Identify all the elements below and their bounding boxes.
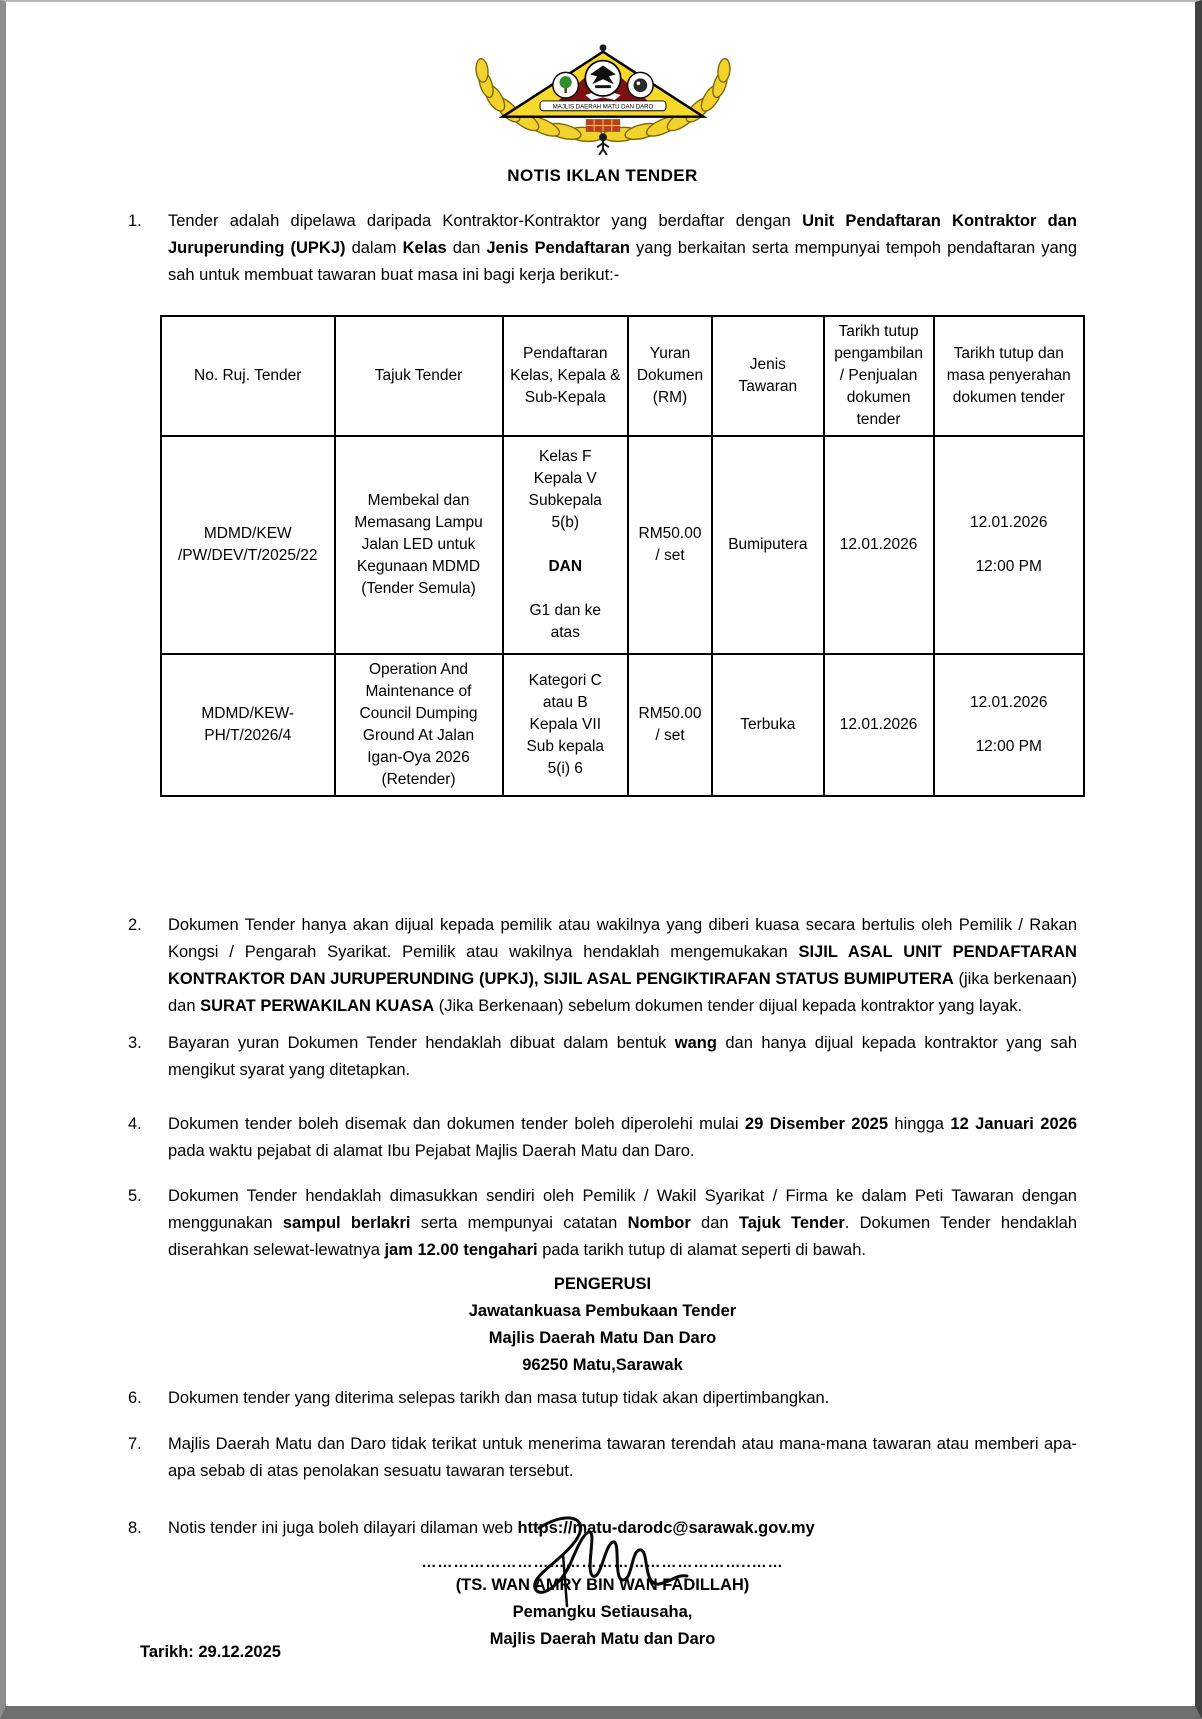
paragraph-3	[128, 1030, 1077, 1084]
table-row	[161, 436, 1084, 654]
col-header-offer-type: Jenis Tawaran	[712, 316, 824, 436]
paragraph-6-number: 6.	[128, 1389, 142, 1407]
document-body	[6, 2, 1195, 1653]
signature-block	[413, 1554, 793, 1653]
tender-title-cell: Membekal dan Memasang Lampu Jalan LED untuk Kegunaan MDMD (Tender Semula)	[335, 436, 503, 654]
signatory-role: Pemangku Setiausaha,	[512, 1603, 693, 1621]
paragraph-3-text: Bayaran yuran Dokumen Tender hendaklah dibuat dalam bentuk wang dan hanya dijual kepada kontraktor yang sah mengikut syarat yang ditetapkan.	[168, 1034, 1078, 1079]
tender-title-cell: Operation And Maintenance of Council Dumping Ground At Jalan Igan-Oya 2026 (Retender)	[335, 654, 503, 796]
paragraph-6	[128, 1385, 1077, 1412]
paragraph-5-number: 5.	[128, 1187, 142, 1205]
signatory-org: Majlis Daerah Matu dan Daro	[489, 1630, 716, 1648]
fee-cell: RM50.00 / set	[628, 654, 712, 796]
col-header-registration: Pendaftaran Kelas, Kepala & Sub-Kepala	[503, 316, 629, 436]
paragraph-1-number: 1.	[128, 212, 142, 230]
registration-cell: Kelas F Kepala V Subkepala 5(b) DAN G1 dan ke atas	[503, 436, 629, 654]
col-header-sale-close: Tarikh tutup pengambilan / Penjualan dokumen tender	[824, 316, 934, 436]
tender-ref-cell: MDMD/KEW- PH/T/2026/4	[161, 654, 335, 796]
paragraph-3-number: 3.	[128, 1034, 142, 1052]
council-emblem-graphic	[443, 38, 763, 156]
document-date: Tarikh: 29.12.2025	[140, 1643, 281, 1661]
offer-type-cell: Bumiputera	[712, 436, 824, 654]
table-header-row	[161, 316, 1084, 436]
sale-close-cell: 12.01.2026	[824, 654, 934, 796]
paragraph-7	[128, 1431, 1077, 1485]
offer-type-cell: Terbuka	[712, 654, 824, 796]
emblem-ribbon	[540, 101, 666, 111]
tree-roundel	[552, 72, 578, 98]
submission-close-cell: 12.01.2026 12:00 PM	[934, 654, 1085, 796]
emblem-apex-finial	[599, 44, 606, 51]
paragraph-4-text: Dokumen tender boleh disemak dan dokumen tender boleh diperolehi mulai 29 Disember 2025 hingga 12 Januari 2026 pada waktu pejabat di alamat Ibu Pejabat Majlis Daerah Matu dan Daro.	[168, 1115, 1077, 1160]
paragraph-2-number: 2.	[128, 916, 142, 934]
paragraph-6-text: Dokumen tender yang diterima selepas tarikh dan masa tutup tidak akan dipertimbangkan.	[168, 1389, 830, 1407]
col-header-ref: No. Ruj. Tender	[161, 316, 335, 436]
paragraph-4-number: 4.	[128, 1115, 142, 1133]
emblem-brick-block	[586, 120, 619, 132]
paragraph-2-text: Dokumen Tender hanya akan dijual kepada pemilik atau wakilnya yang diberi kuasa secara bertulis oleh Pemilik / Rakan Kongsi / Pengarah Syarikat. Pemilik atau wakilnya hendaklah mengemukakan SIJIL ASAL UNIT PENDAFTARAN KONTRAKTOR DAN JURUPERUNDING (UPKJ), SIJIL ASAL PENGIKTIRAFAN STATUS BUMIPUTERA (jika berkenaan) dan SURAT PERWAKILAN KUASA (Jika Berkenaan) sebelum dokumen tender dijual kepada kontraktor yang layak.	[168, 916, 1077, 1015]
paragraph-8-number: 8.	[128, 1519, 142, 1537]
sale-close-cell: 12.01.2026	[824, 436, 934, 654]
paragraph-7-number: 7.	[128, 1435, 142, 1453]
web-notice-link[interactable]: Notis tender ini juga boleh dilayari dilaman web https://matu-darodc@sarawak.gov.my	[168, 1519, 815, 1537]
signature-line: ……………………………………………………..……	[421, 1554, 784, 1571]
fee-cell: RM50.00 / set	[628, 436, 712, 654]
paragraph-5	[128, 1183, 1077, 1264]
council-emblem	[128, 38, 1077, 158]
paragraph-5-text: Dokumen Tender hendaklah dimasukkan sendiri oleh Pemilik / Wakil Syarikat / Firma ke dalam Peti Tawaran dengan menggunakan sampul berlakri serta mempunyai catatan Nombor dan Tajuk Tender. Dokumen Tender hendaklah diserahkan selewat-lewatnya jam 12.00 tengahari pada tarikh tutup di alamat seperti di bawah.	[168, 1187, 1077, 1259]
submission-close-cell: 12.01.2026 12:00 PM	[934, 436, 1085, 654]
registration-cell: Kategori C atau B Kepala VII Sub kepala 5(i) 6	[503, 654, 629, 796]
hornbill-roundel	[627, 72, 653, 98]
paragraph-7-text: Majlis Daerah Matu dan Daro tidak terikat untuk menerima tawaran terendah atau mana-mana tawaran atau memberi apa-apa sebab di atas penolakan sesuatu tawaran tersebut.	[168, 1435, 1077, 1480]
signatory-name: (TS. WAN AMRY BIN WAN FADILLAH)	[455, 1576, 750, 1594]
col-header-submission-close: Tarikh tutup dan masa penyerahan dokumen tender	[934, 316, 1085, 436]
spacer	[128, 797, 1077, 912]
tender-ref-cell: MDMD/KEW /PW/DEV/T/2025/22	[161, 436, 335, 654]
handwritten-signature	[501, 1514, 701, 1614]
paragraph-1-text: Tender adalah dipelawa daripada Kontraktor-Kontraktor yang berdaftar dengan Unit Pendaftaran Kontraktor dan Juruperunding (UPKJ) dalam Kelas dan Jenis Pendaftaran yang berkaitan serta mempunyai tempoh pendaftaran yang sah untuk membuat tawaran buat masa ini bagi kerja berikut:-	[168, 212, 1078, 284]
tender-table	[160, 315, 1085, 797]
paragraph-1	[128, 208, 1077, 289]
col-header-fee: Yuran Dokumen (RM)	[628, 316, 712, 436]
table-row	[161, 654, 1084, 796]
chairman-address-block: PENGERUSI Jawatankuasa Pembukaan Tender Majlis Daerah Matu Dan Daro 96250 Matu,Sarawak	[468, 1275, 737, 1374]
col-header-title: Tajuk Tender	[335, 316, 503, 436]
paragraph-2	[128, 912, 1077, 1020]
page-title: NOTIS IKLAN TENDER	[507, 166, 698, 185]
svg-text:MAJLIS DAERAH MATU DAN DARO: MAJLIS DAERAH MATU DAN DARO	[552, 103, 653, 111]
eagle-roundel	[585, 61, 620, 96]
paragraph-4	[128, 1111, 1077, 1165]
